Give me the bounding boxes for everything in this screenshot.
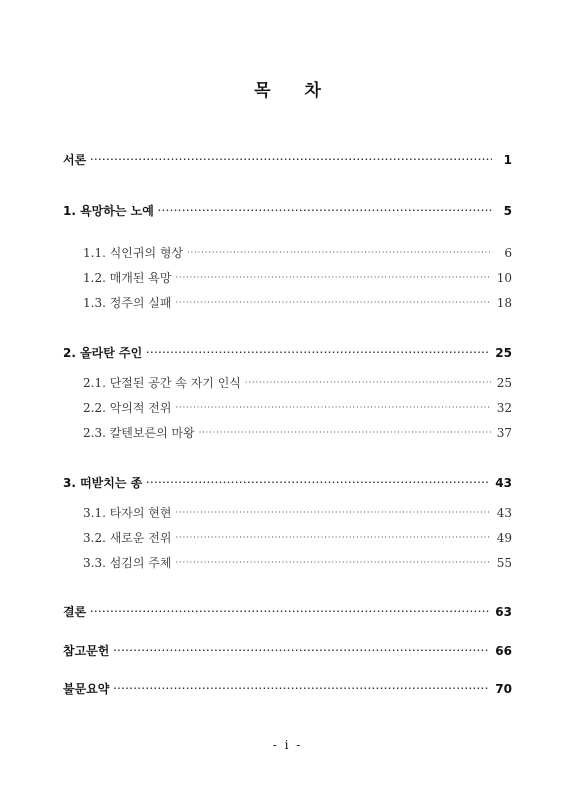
toc-label: 3.1. 타자의 현현 [83, 506, 172, 520]
toc-page-number: 66 [495, 644, 512, 658]
dot-leader [187, 248, 492, 257]
toc-label: 서론 [63, 153, 87, 167]
toc-label: 결론 [63, 605, 87, 619]
toc-entry-section-1-2[interactable] [0, 269, 575, 286]
toc-entry-introduction[interactable] [0, 151, 575, 168]
dot-leader [176, 273, 491, 282]
dot-leader [90, 155, 492, 164]
toc-page-number: 43 [496, 506, 512, 520]
dot-leader [199, 428, 491, 437]
toc-label: 1.3. 정주의 실패 [83, 296, 172, 310]
toc-page-number: 43 [495, 476, 512, 490]
dot-leader [176, 533, 491, 542]
dot-leader [176, 508, 491, 517]
toc-page-number: 5 [503, 204, 512, 218]
toc-page-number: 6 [504, 246, 512, 260]
dot-leader [90, 607, 489, 616]
toc-entry-section-2-2[interactable] [0, 399, 575, 416]
toc-entry-section-2-3[interactable] [0, 424, 575, 441]
toc-label: 2.3. 칼텐보른의 마왕 [83, 426, 195, 440]
toc-label: 참고문헌 [63, 644, 110, 658]
toc-entry-section-3-1[interactable] [0, 504, 575, 521]
toc-page-number: 63 [495, 605, 512, 619]
toc-page-number: 1 [503, 153, 512, 167]
toc-entry-french-summary[interactable] [0, 680, 575, 697]
toc-label: 1.2. 매개된 욕망 [83, 271, 172, 285]
page-title: 목 차 [254, 81, 335, 101]
toc-label: 3.3. 섬김의 주체 [83, 556, 172, 570]
dot-leader [113, 684, 489, 693]
toc-entry-section-3-3[interactable] [0, 554, 575, 571]
toc-entry-section-1-1[interactable] [0, 244, 575, 261]
toc-label: 2.1. 단절된 공간 속 자기 인식 [83, 376, 241, 390]
toc-page-number: 25 [496, 376, 512, 390]
toc-page-number: 55 [496, 556, 512, 570]
toc-label: 2.2. 악의적 전위 [83, 401, 172, 415]
dot-leader [146, 478, 489, 487]
toc-label: 3. 떠받치는 종 [63, 476, 143, 490]
dot-leader [176, 403, 491, 412]
toc-entry-section-2-1[interactable] [0, 374, 575, 391]
dot-leader [158, 206, 492, 215]
toc-label: 3.2. 새로운 전위 [83, 531, 172, 545]
toc-page-number: 10 [496, 271, 512, 285]
toc-label: 2. 올라탄 주인 [63, 346, 143, 360]
toc-entry-section-3-2[interactable] [0, 529, 575, 546]
toc-page-number: 32 [496, 401, 512, 415]
toc-entry-conclusion[interactable] [0, 603, 575, 620]
toc-entry-chapter-2[interactable] [0, 344, 575, 361]
toc-page-number: 25 [495, 346, 512, 360]
toc-page-number: 37 [496, 426, 512, 440]
toc-label: 1.1. 식인귀의 형상 [83, 246, 184, 260]
toc-entry-chapter-1[interactable] [0, 202, 575, 219]
toc-page-number: 70 [495, 682, 512, 696]
toc-label: 불문요약 [63, 682, 110, 696]
page-footer-number: - i - [272, 738, 303, 752]
dot-leader [245, 378, 491, 387]
toc-entry-bibliography[interactable] [0, 642, 575, 659]
toc-page-number: 18 [496, 296, 512, 310]
toc-entry-section-1-3[interactable] [0, 294, 575, 311]
dot-leader [176, 298, 491, 307]
dot-leader [176, 558, 491, 567]
toc-label: 1. 욕망하는 노예 [63, 204, 154, 218]
toc-entry-chapter-3[interactable] [0, 474, 575, 491]
dot-leader [113, 646, 489, 655]
toc-page-number: 49 [496, 531, 512, 545]
dot-leader [146, 348, 489, 357]
